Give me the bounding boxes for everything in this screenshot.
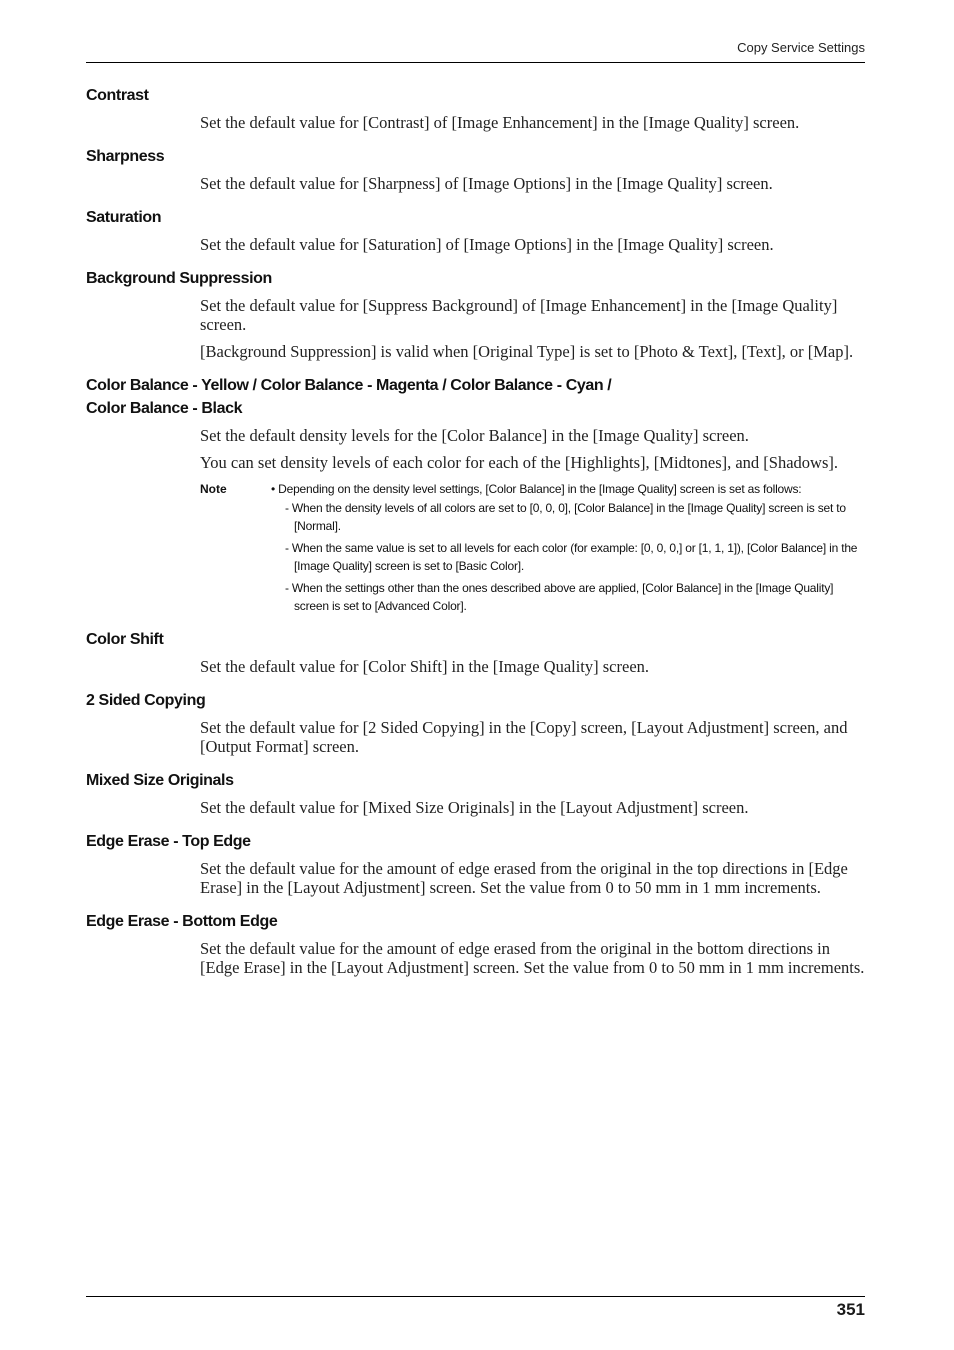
section-2-sided-copying (86, 689, 866, 756)
section-heading: Edge Erase - Bottom Edge (86, 913, 278, 930)
section-paragraph: Set the default value for the amount of edge erased from the original in the bottom directions in [Edge Erase] in the [Layout Adjustment] screen. Set the value from 0 to 50 mm in 1 mm increments. (200, 939, 865, 977)
header-rule (86, 62, 865, 63)
section-heading: Background Suppression (86, 270, 272, 287)
running-header: Copy Service Settings (737, 40, 865, 55)
page-number: 351 (836, 1300, 865, 1319)
section-paragraph: Set the default value for [Mixed Size Originals] in the [Layout Adjustment] screen. (200, 798, 749, 817)
section-heading (86, 374, 866, 420)
section-heading: Edge Erase - Top Edge (86, 833, 251, 850)
section-heading: Mixed Size Originals (86, 772, 234, 789)
section-paragraph: You can set density levels of each color for each of the [Highlights], [Midtones], and [Shadows]. (200, 453, 839, 472)
section-paragraph: Set the default value for [Contrast] of [Image Enhancement] in the [Image Quality] screen. (200, 113, 800, 132)
section-contrast (86, 84, 866, 132)
section-paragraph: Set the default value for [Sharpness] of [Image Options] in the [Image Quality] screen. (200, 174, 773, 193)
section-saturation (86, 206, 866, 254)
section-edge-erase-bottom (86, 910, 866, 977)
section-paragraph: [Background Suppression] is valid when [Original Type] is set to [Photo & Text], [Text], or [Map]. (200, 342, 854, 361)
note-sub-item: - When the density levels of all colors are set to [0, 0, 0], [Color Balance] in the [Image Quality] screen is set to [Normal]. (285, 501, 846, 533)
note-label: Note (200, 482, 227, 496)
note-bullet: • Depending on the density level settings, [Color Balance] in the [Image Quality] screen is set as follows: (271, 482, 802, 496)
section-heading: Sharpness (86, 148, 165, 165)
page-content (86, 84, 866, 990)
section-heading: 2 Sided Copying (86, 692, 206, 709)
section-sharpness (86, 145, 866, 193)
section-paragraph: Set the default density levels for the [Color Balance] in the [Image Quality] screen. (200, 426, 749, 445)
section-paragraph: Set the default value for [Saturation] of [Image Options] in the [Image Quality] screen. (200, 235, 774, 254)
heading-line: Color Balance - Yellow / Color Balance - Magenta / Color Balance - Cyan / (86, 377, 612, 394)
section-edge-erase-top (86, 830, 866, 897)
note-sub-item: - When the same value is set to all levels for each color (for example: [0, 0, 0,] or [1, 1, 1]), [Color Balance] in the [Image Quality] screen is set to [Basic Color]. (285, 541, 858, 573)
section-paragraph: Set the default value for [Color Shift] in the [Image Quality] screen. (200, 657, 650, 676)
footer-rule (86, 1296, 865, 1297)
section-mixed-size-originals (86, 769, 866, 817)
section-heading: Color Shift (86, 631, 164, 648)
section-heading: Contrast (86, 87, 149, 104)
section-background-suppression (86, 267, 866, 361)
section-paragraph: Set the default value for [Suppress Background] of [Image Enhancement] in the [Image Quality] screen. (200, 296, 838, 334)
section-color-shift (86, 628, 866, 676)
note-sub-item: - When the settings other than the ones described above are applied, [Color Balance] in the [Image Quality] screen is set to [Advanced Color]. (285, 581, 834, 613)
section-paragraph: Set the default value for the amount of edge erased from the original in the top directions in [Edge Erase] in the [Layout Adjustment] screen. Set the value from 0 to 50 mm in 1 mm increments. (200, 859, 848, 897)
section-heading: Saturation (86, 209, 162, 226)
note-box (200, 480, 866, 615)
section-paragraph: Set the default value for [2 Sided Copying] in the [Copy] screen, [Layout Adjustment] screen, and [Output Format] screen. (200, 718, 848, 756)
section-color-balance (86, 374, 866, 615)
heading-line: Color Balance - Black (86, 400, 243, 417)
note-body (271, 480, 866, 615)
